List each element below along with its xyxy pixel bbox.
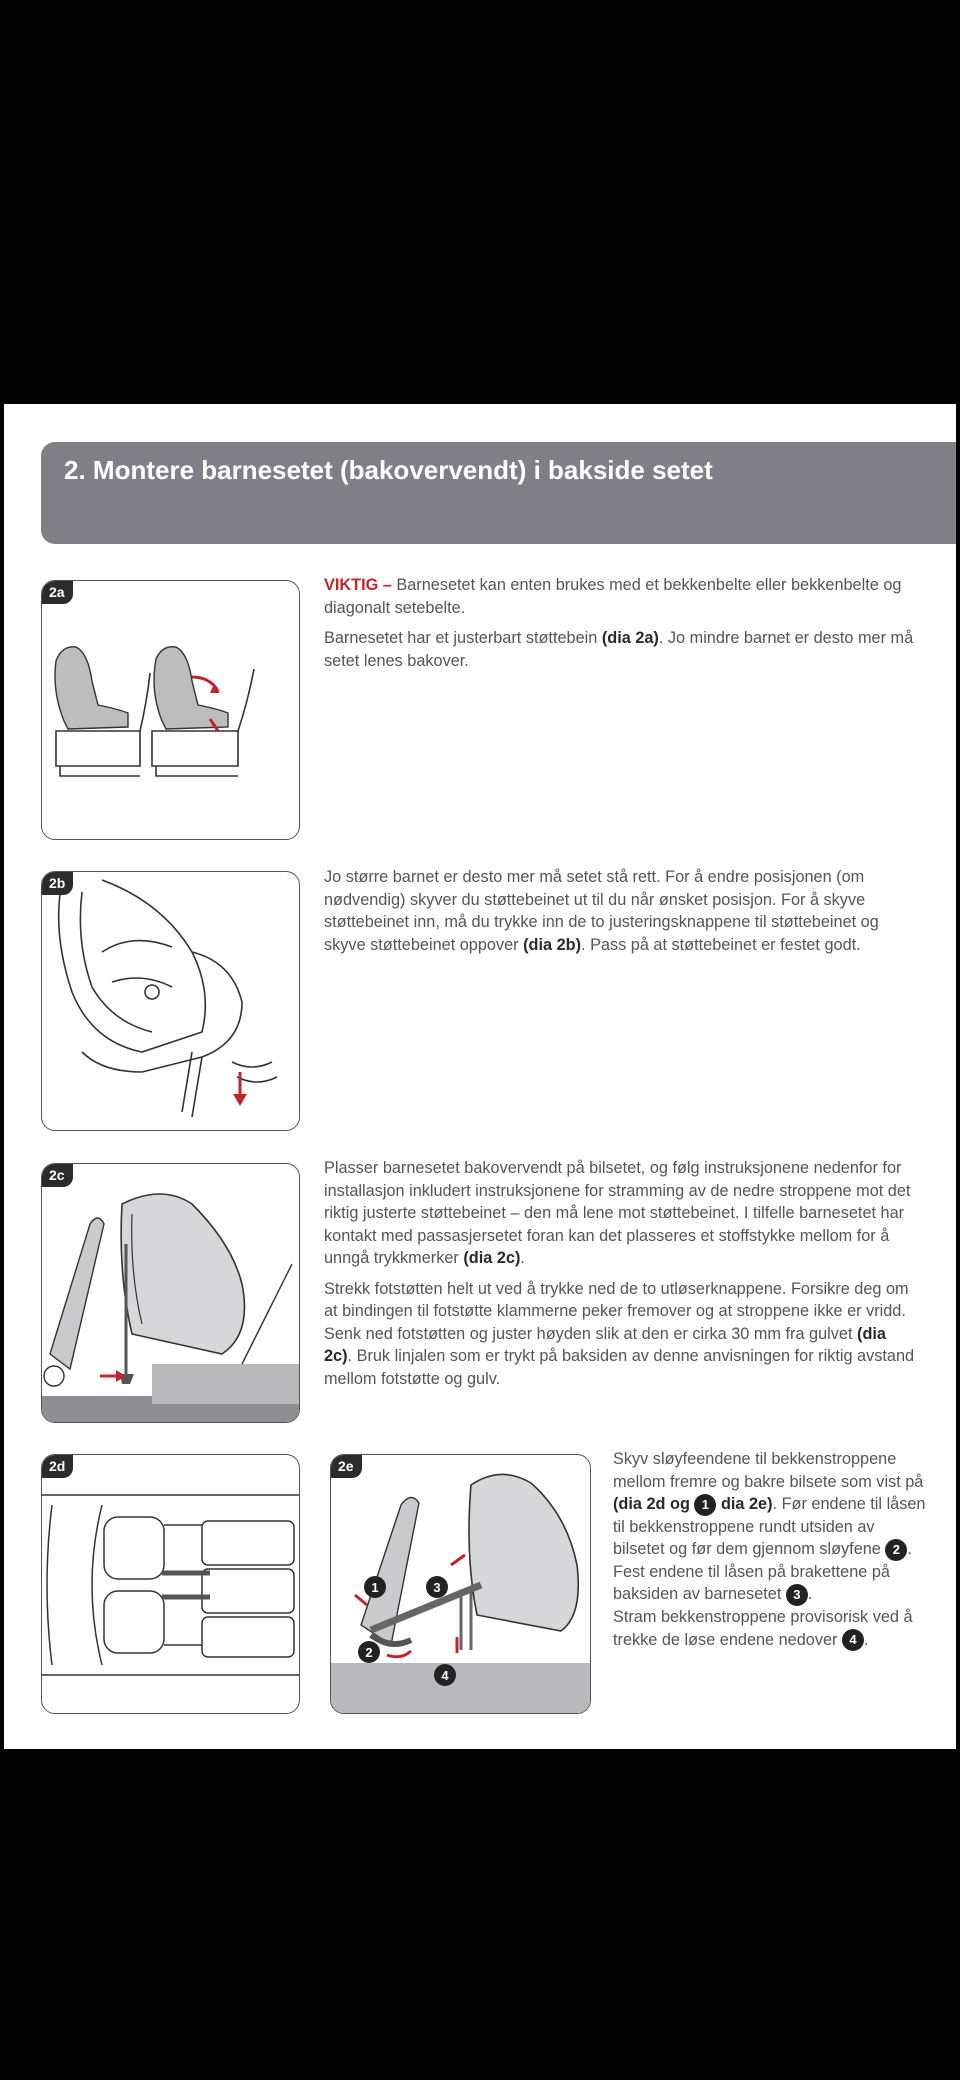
step-2e-a: Skyv sløyfeendene til bekkenstroppene mellom fremre og bakre bilsete som vist på <box>613 1450 924 1491</box>
step-2e-ref-a: (dia 2d og <box>613 1495 690 1513</box>
diagram-tag-2d: 2d <box>41 1454 73 1478</box>
diagram-tag-2c: 2c <box>41 1163 73 1187</box>
step-2c-p1-end: . <box>520 1249 525 1267</box>
step-2a-p1: Barnesetet kan enten brukes med et bekkenbelte eller bekkenbelte og diagonalt setebelte. <box>324 576 902 617</box>
callout-3: 3 <box>433 1580 441 1595</box>
step-2b-text <box>324 866 916 964</box>
step-2b-p1-start: Jo større barnet er desto mer må setet stå rett. For å endre posisjonen (om nødvendig) skyver du støttebeinet ut til du når ønsket posisjon. For å skyve støttebeinet inn, må du trykke inn de to justeringsknappene til støttebeinet og skyve støttebeinet oppover <box>324 868 879 954</box>
diagram-tag-2e: 2e <box>330 1454 362 1478</box>
lower-strap-routing-illustration <box>331 1455 590 1713</box>
rear-facing-seat-illustration <box>42 1164 299 1422</box>
diagram-2b <box>41 871 300 1131</box>
step-2a-ref: (dia 2a) <box>601 629 659 647</box>
diagram-2d <box>41 1454 300 1714</box>
diagram-tag-2a: 2a <box>41 580 73 604</box>
diagram-2e <box>330 1454 591 1714</box>
step-number-3-icon: 3 <box>786 1584 808 1606</box>
support-leg-adjust-illustration <box>42 872 299 1130</box>
step-number-4-icon: 4 <box>842 1629 864 1651</box>
step-2c-p1-start: Plasser barnesetet bakovervendt på bilsetet, og følg instruksjonene nedenfor for installasjon inkludert instruksjonene for stramming av de nedre stroppene mot det riktig justerte støttebeinet – den må lene mot støttebeinet. I tilfelle barnesetet har kontakt med passasjersetet foran kan det plasseres et stoffstykke mellom for å unngå trykkmerker <box>324 1159 911 1267</box>
step-2b-p1-end: . Pass på at støttebeinet er festet godt. <box>581 935 861 954</box>
important-label: VIKTIG – <box>324 576 392 594</box>
step-number-1-icon: 1 <box>694 1494 716 1516</box>
manual-page <box>4 404 956 1749</box>
car-top-view-illustration <box>42 1455 299 1713</box>
diagram-tag-2b: 2b <box>41 871 73 895</box>
step-2c-ref-2: (dia 2c) <box>324 1324 886 1365</box>
step-2e-c: . Fest endene til låsen på brakettene på baksiden av barnesetet <box>613 1540 912 1604</box>
step-2c-p2-end: . Bruk linjalen som er trykt på baksiden av denne anvisningen for riktig avstand mellom fotstøtte og gulv. <box>324 1347 915 1388</box>
callout-2: 2 <box>365 1645 373 1660</box>
callout-1: 1 <box>371 1580 379 1595</box>
step-2a-text <box>324 574 914 680</box>
diagram-2c <box>41 1163 300 1423</box>
step-2e-b: . Før endene til låsen til bekkenstroppene rundt utsiden av bilsetet og før dem gjennom sløyfene <box>613 1495 926 1559</box>
step-number-2-icon: 2 <box>885 1539 907 1561</box>
step-2e-ref-b: dia 2e) <box>720 1495 773 1513</box>
section-title-bar <box>41 442 956 544</box>
section-title: 2. Montere barnesetet (bakovervendt) i bakside setet <box>64 455 713 485</box>
step-2c-p2-start: Strekk fotstøtten helt ut ved å trykke ned de to utløserknappene. Forsikre deg om at bindingen til fotstøtte klammerne peker fremover og at stroppene ikke er vridd. Senk ned fotstøtten og juster høyden slik at den er cirka 30 mm fra gulvet <box>324 1279 909 1343</box>
step-2b-ref: (dia 2b) <box>523 935 582 954</box>
step-2c-text <box>324 1157 916 1398</box>
diagram-2a <box>41 580 300 840</box>
child-seat-reclined-illustration <box>42 581 299 839</box>
step-2a-p2-end: . Jo mindre barnet er desto mer må setet lenes bakover. <box>324 629 914 670</box>
step-2e-text: Skyv sløyfeendene til bekkenstroppene mellom fremre og bakre bilsete som vist på (dia 2d og 1 dia 2e). Før endene til låsen til bekkenstroppene rundt utsiden av bilsetet og før dem gjennom sløyfene 2 . Fest endene til låsen på brakettene på baksiden av barnesetet 3 . Stram bekkenstroppene provisorisk ved å trekke de løse endene nedover 4 . <box>613 1448 928 1651</box>
step-2a-p2-start: Barnesetet har et justerbart støttebein <box>324 629 598 647</box>
step-2e-d: Stram bekkenstroppene provisorisk ved å trekke de løse endene nedover <box>613 1608 913 1649</box>
step-2c-ref-1: (dia 2c) <box>463 1249 521 1267</box>
callout-4: 4 <box>441 1668 449 1683</box>
